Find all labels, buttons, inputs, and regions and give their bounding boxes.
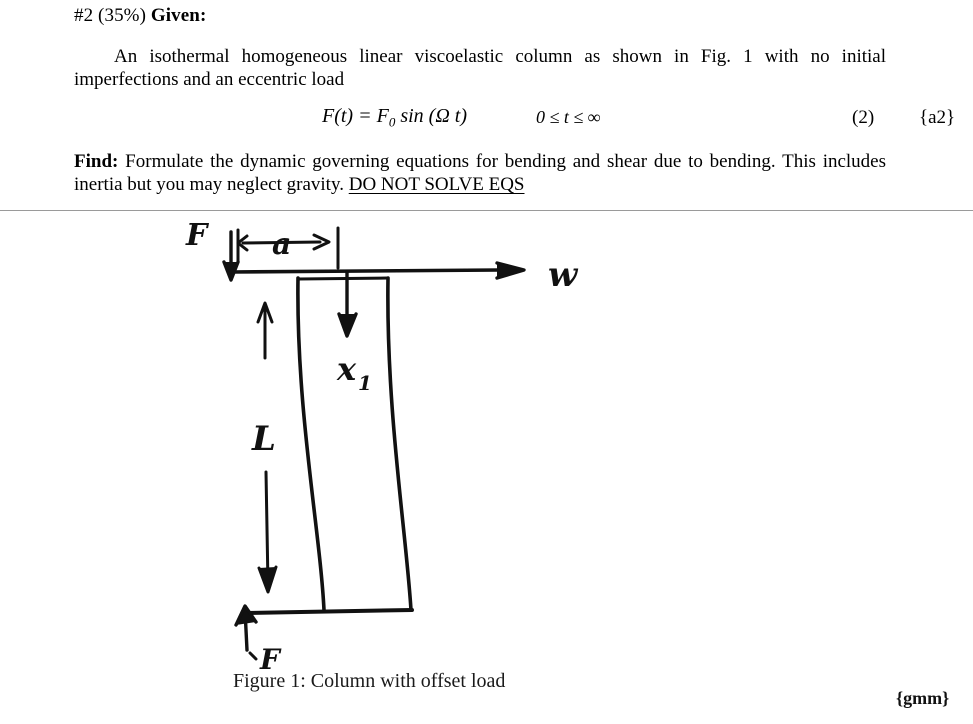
- bottom-load-tail: [250, 653, 256, 659]
- top-reference-line: [231, 270, 500, 272]
- column-top-line: [298, 278, 388, 279]
- find-text: Formulate the dynamic governing equations for bending and shear due to bending. This includes inertia but you may neglect gravity.: [74, 151, 887, 195]
- column-left-edge: [298, 278, 324, 610]
- figure-column-with-offset-load: [0, 210, 973, 724]
- equation-number: (2): [852, 107, 875, 128]
- equation-row: [74, 105, 956, 133]
- problem-number: #2 (35%): [74, 5, 147, 26]
- label-axis-subscript: 1: [358, 371, 372, 395]
- equation-lhs: F(t) = F: [322, 105, 389, 127]
- page-title: [74, 5, 206, 27]
- equation-subscript: 0: [388, 114, 396, 130]
- label-force-top: F: [186, 218, 208, 253]
- w-arrow-head: [497, 263, 524, 278]
- find-label: Find:: [74, 151, 119, 172]
- bottom-load-arrow-head: [236, 606, 256, 625]
- column-diagram: [0, 210, 973, 724]
- x1-arrow-head: [339, 314, 356, 336]
- label-offset-a: a: [272, 227, 292, 262]
- top-load-arrow-head: [224, 262, 238, 280]
- label-length-L: L: [252, 419, 276, 459]
- column-base-line: [245, 610, 412, 613]
- find-underlined-note: DO NOT SOLVE EQS: [348, 174, 525, 195]
- label-force-bottom: F: [260, 643, 280, 676]
- equation-tag: {a2}: [919, 107, 956, 128]
- equation-range: 0 ≤ t ≤ ∞: [536, 107, 601, 127]
- figure-caption: Figure 1: Column with offset load: [233, 670, 506, 692]
- equation-expression: [322, 105, 467, 131]
- column-right-edge: [388, 278, 411, 610]
- given-paragraph: An isothermal homogeneous linear viscoelastic column as shown in Fig. 1 with no initial imperfections and an eccentric load: [74, 46, 886, 90]
- label-deflection-w: w: [548, 255, 578, 295]
- corner-tag: {gmm}: [896, 688, 950, 708]
- given-label: Given:: [150, 5, 207, 26]
- equation-rhs: sin (Ω t): [395, 105, 467, 127]
- label-axis-x: x: [337, 350, 357, 388]
- find-paragraph: [74, 150, 886, 196]
- L-lower-arrow-head: [259, 567, 276, 592]
